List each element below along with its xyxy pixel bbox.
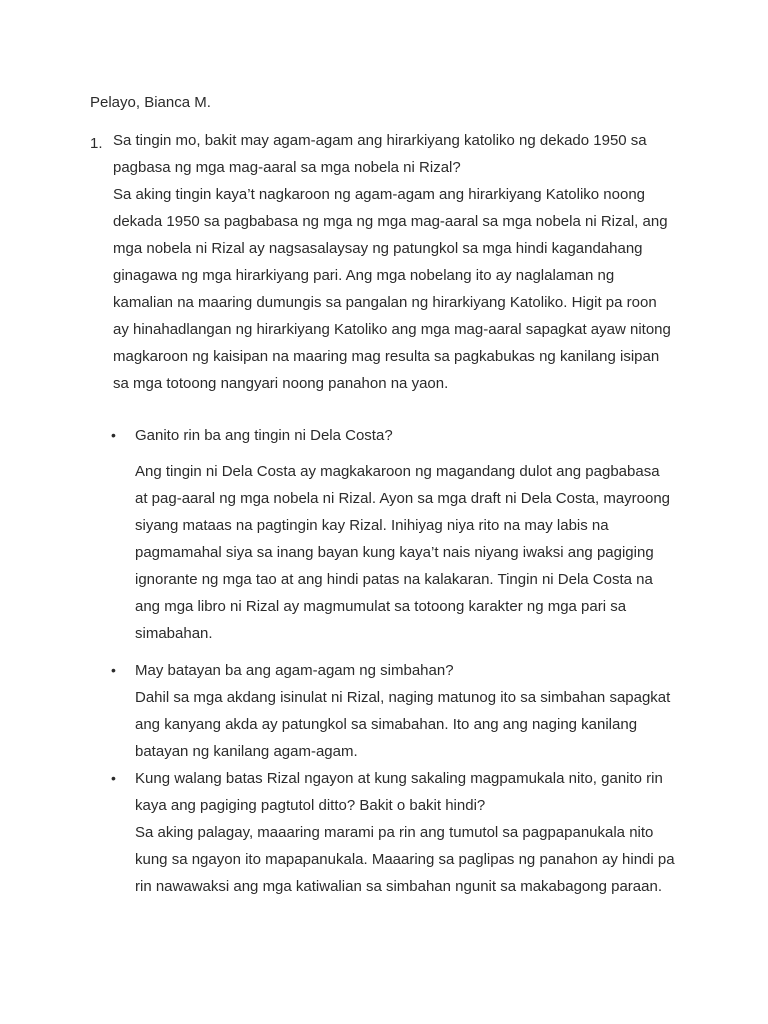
bullet-icon: • xyxy=(111,770,116,786)
text-line: ang kanyang akda ay patungkol sa simabahan. Ito ang ang naging kanilang xyxy=(135,716,638,733)
bullet-3-answer xyxy=(135,819,675,900)
text-line: rin nawawaksi ang mga katiwalian sa simbahan ngunit sa makabagong paraan. xyxy=(135,878,662,895)
text-line: Ang tingin ni Dela Costa ay magkakaroon ng magandang dulot ang pagbabasa xyxy=(135,463,660,480)
text-line: pagmamahal siya sa inang bayan kung kaya’t nais niyang iwaksi ang pagiging xyxy=(135,544,654,561)
text-line: pagbasa ng mga mag-aaral sa mga nobela ni Rizal? xyxy=(113,159,461,176)
bullet-2-answer xyxy=(135,684,670,765)
text-line: kaya ang pagiging pagtutol ditto? Bakit o bakit hindi? xyxy=(135,797,486,814)
text-line: ay hinahadlangan ng hirarkiyang Katoliko ang mga mag-aaral sapagkat ayaw nitong xyxy=(113,321,671,338)
text-line: dekada 1950 sa pagbabasa ng mga ng mga mag-aaral sa mga nobela ni Rizal, ang xyxy=(113,213,668,230)
text-line: batayan ng kanilang agam-agam. xyxy=(135,743,358,760)
bullet-2-question xyxy=(135,657,454,684)
text-line: simabahan. xyxy=(135,625,213,642)
author-name: Pelayo, Bianca M. xyxy=(90,94,211,111)
text-line: kung sa ngayon ito mapapanukala. Maaaring sa paglipas ng panahon ay hindi pa xyxy=(135,851,675,868)
text-line: Dahil sa mga akdang isinulat ni Rizal, naging matunog ito sa simbahan sapagkat xyxy=(135,689,671,706)
bullet-1-answer xyxy=(135,458,670,647)
bullet-icon: • xyxy=(111,662,116,678)
text-line: ang mga libro ni Rizal ay magmumulat sa totoong karakter ng mga pari sa xyxy=(135,598,627,615)
text-line: sa mga totoong nangyari noong panahon na yaon. xyxy=(113,375,449,392)
text-line: Sa aking tingin kaya’t nagkaroon ng agam-agam ang hirarkiyang Katoliko noong xyxy=(113,186,646,203)
text-line: Ganito rin ba ang tingin ni Dela Costa? xyxy=(135,427,393,444)
answer-1-text xyxy=(113,181,671,397)
text-line: Kung walang batas Rizal ngayon at kung sakaling magpamukala nito, ganito rin xyxy=(135,770,663,787)
bullet-1-question xyxy=(135,422,393,449)
text-line: siyang mataas na pagtingin kay Rizal. Inihiyag niya rito na may labis na xyxy=(135,517,609,534)
bullet-icon: • xyxy=(111,427,116,443)
text-line: kamalian na maaring dumungis sa pangalan ng hirarkiyang Katoliko. Higit pa roon xyxy=(113,294,657,311)
text-line: at pag-aaral ng mga nobela ni Rizal. Ayon sa mga draft ni Dela Costa, mayroong xyxy=(135,490,671,507)
text-line: mga nobela ni Rizal ay nagsasalaysay ng patungkol sa mga hindi kagandahang xyxy=(113,240,643,257)
question-1-text xyxy=(113,127,647,181)
bullet-3-question xyxy=(135,765,663,819)
text-line: Sa aking palagay, maaaring marami pa rin ang tumutol sa pagpapanukala nito xyxy=(135,824,654,841)
text-line: ginagawa ng mga hirarkiyang pari. Ang mga nobelang ito ay naglalaman ng xyxy=(113,267,615,284)
text-line: magkaroon ng kaisipan na maaring mag resulta sa pagkabukas ng kanilang isipan xyxy=(113,348,660,365)
text-line: ignorante ng mga tao at ang hindi patas na kalakaran. Tingin ni Dela Costa na xyxy=(135,571,653,588)
question-number: 1. xyxy=(90,135,103,152)
text-line: Sa tingin mo, bakit may agam-agam ang hirarkiyang katoliko ng dekado 1950 sa xyxy=(113,132,647,149)
text-line: May batayan ba ang agam-agam ng simbahan? xyxy=(135,662,454,679)
